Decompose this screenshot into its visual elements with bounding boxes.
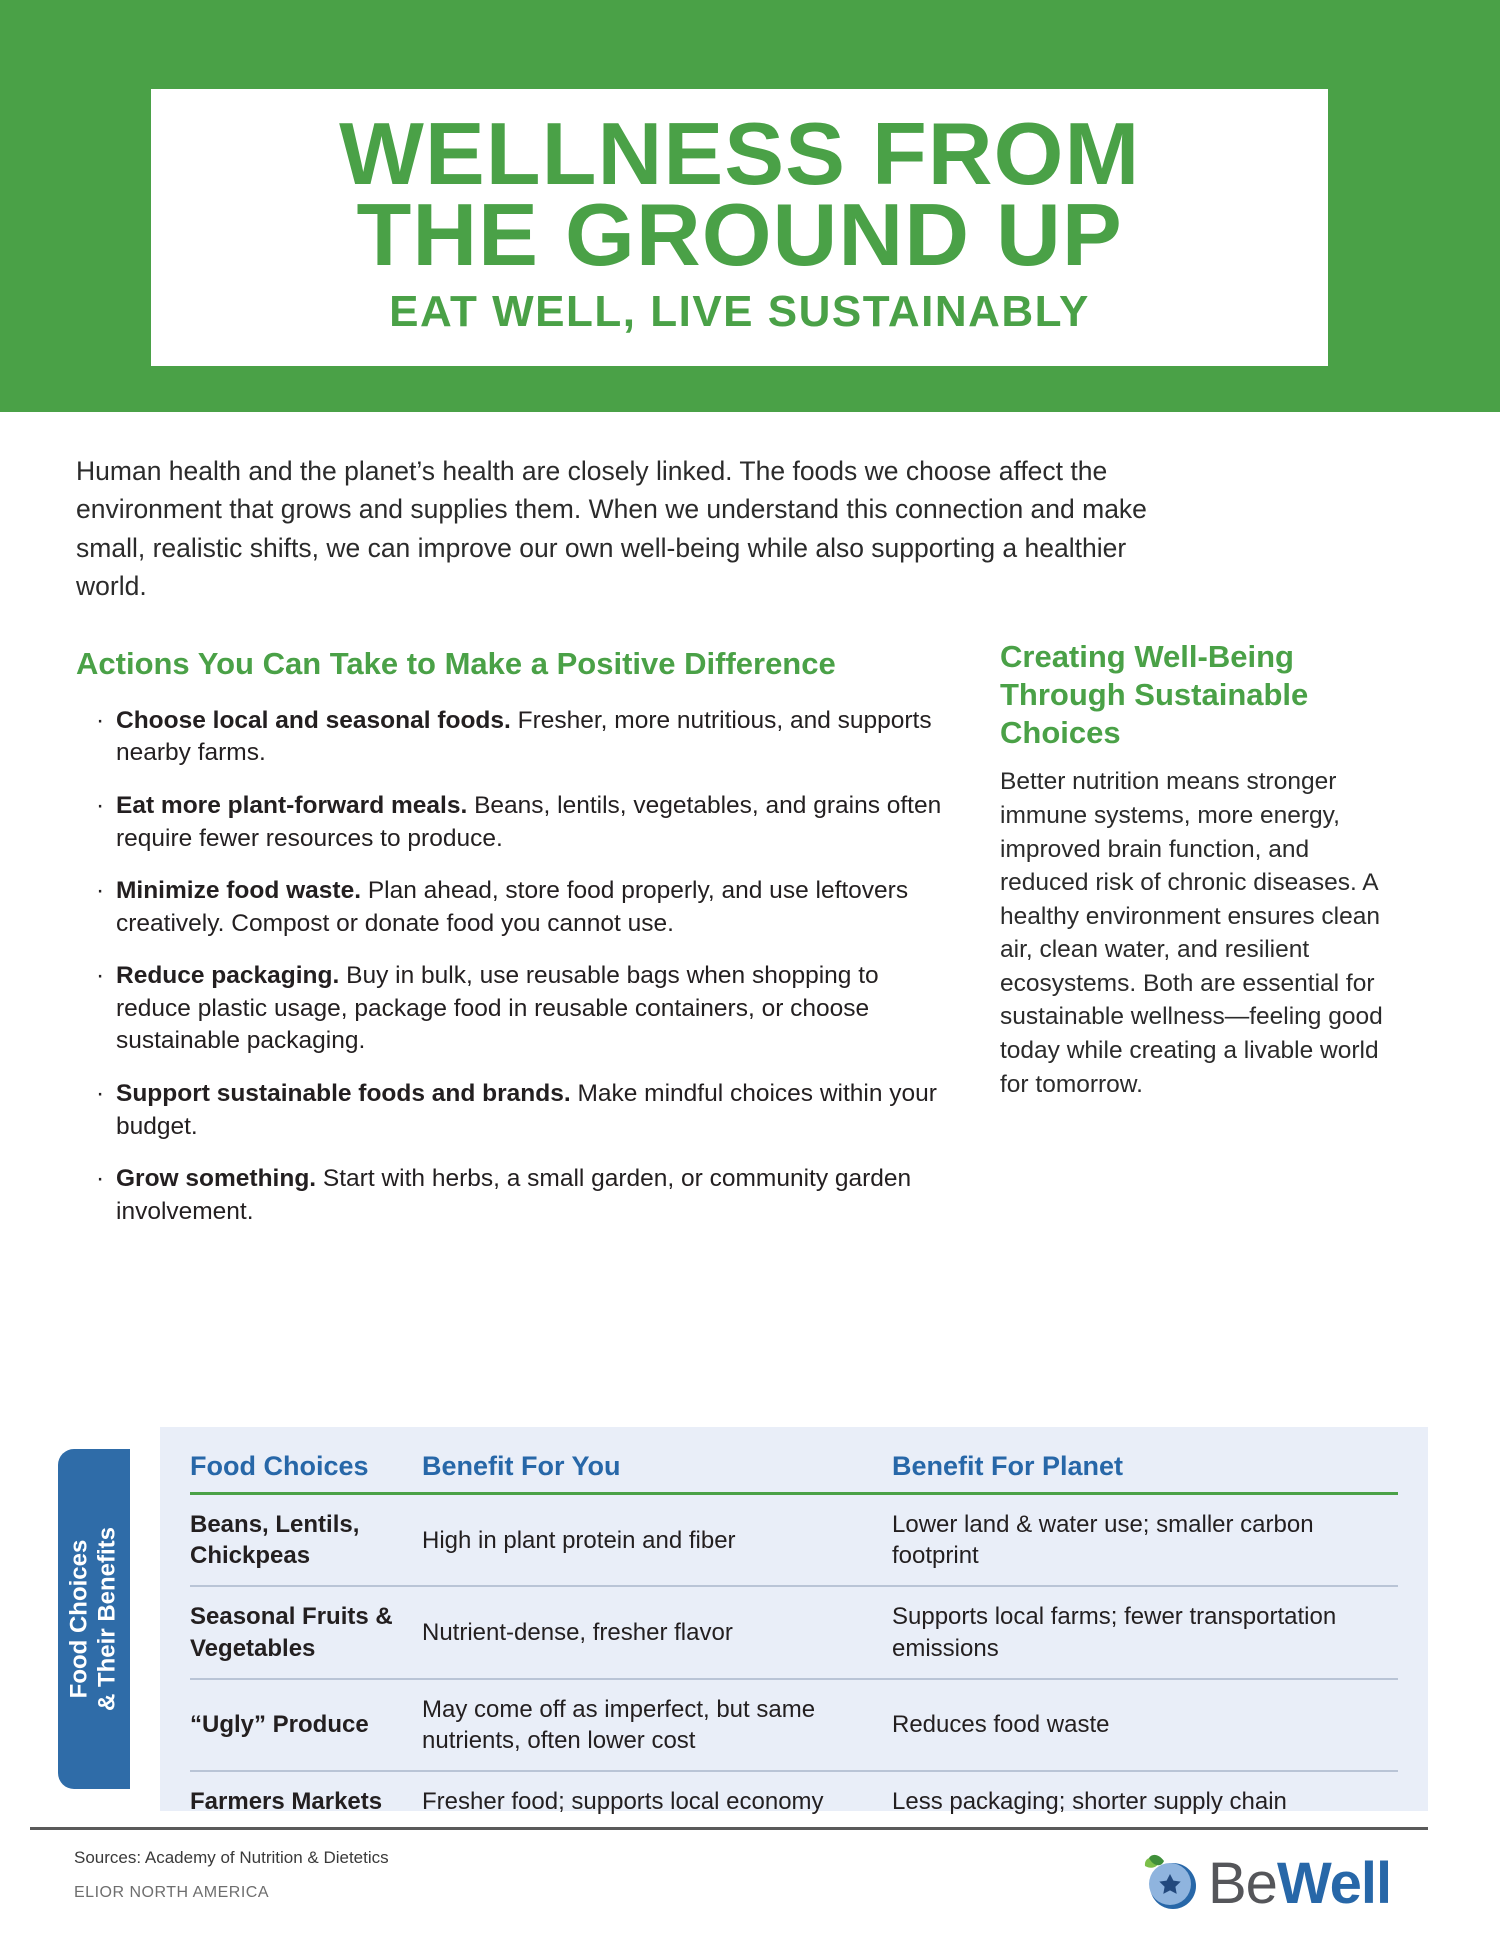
list-item-body: Fresher, more nutritious, and supports nearby farms. bbox=[116, 706, 932, 767]
list-item-body: Beans, lentils, vegetables, and grains often require fewer resources to produce. bbox=[116, 791, 942, 852]
table-side-tab-label bbox=[66, 1527, 123, 1711]
cell-benefit-planet: Supports local farms; fewer transportation emissions bbox=[892, 1586, 1398, 1678]
title-line-1: WELLNESS FROM bbox=[338, 103, 1141, 203]
list-item bbox=[76, 1163, 956, 1228]
bullet-icon: · bbox=[96, 1165, 105, 1193]
table-side-tab bbox=[58, 1449, 130, 1789]
bullet-icon: · bbox=[96, 791, 105, 819]
blueberry-icon bbox=[1140, 1853, 1206, 1915]
list-item-body: Make mindful choices within your budget. bbox=[116, 1080, 937, 1140]
benefits-table-panel bbox=[160, 1427, 1428, 1816]
logo-be-text: Be bbox=[1208, 1851, 1277, 1916]
cell-benefit-you: High in plant protein and fiber bbox=[422, 1494, 892, 1587]
side-tab-line-2: & Their Benefits bbox=[94, 1526, 121, 1712]
actions-heading: Actions You Can Take to Make a Positive Difference bbox=[76, 646, 836, 681]
cell-benefit-planet: Reduces food waste bbox=[892, 1679, 1398, 1771]
list-item bbox=[76, 1078, 956, 1143]
cell-food-choice: Farmers Markets bbox=[190, 1788, 383, 1816]
bullet-icon: · bbox=[96, 962, 105, 990]
table-head bbox=[190, 1451, 1398, 1494]
bullet-icon: · bbox=[96, 1080, 105, 1108]
cell-food-choice: Beans, Lentils, Chickpeas bbox=[190, 1494, 422, 1587]
list-item-title: Choose local and seasonal foods. bbox=[116, 706, 511, 734]
cell-benefit-planet: Less packaging; shorter supply chain bbox=[892, 1788, 1287, 1816]
company-name: ELIOR NORTH AMERICA bbox=[74, 1884, 270, 1901]
list-item-title: Reduce packaging. bbox=[116, 962, 340, 990]
list-item bbox=[76, 960, 956, 1058]
wellbeing-heading: Creating Well-Being Through Sustainable Choices bbox=[1000, 639, 1309, 750]
title-card bbox=[151, 89, 1328, 366]
list-item bbox=[76, 875, 956, 940]
list-item-title: Support sustainable foods and brands. bbox=[116, 1080, 571, 1108]
table-body bbox=[190, 1494, 1398, 1832]
table-row bbox=[190, 1494, 1398, 1587]
list-item-title: Grow something. bbox=[116, 1165, 317, 1193]
wellbeing-body: Better nutrition means stronger immune systems, more energy, improved brain function, and reduced risk of chronic diseases. A healthy environment ensures clean air, clean water, and resilient ecosystems. Both are essential for sustainable wellness—feeling good today while creating a livable world for tomorrow. bbox=[1000, 768, 1383, 1098]
list-item-body: Buy in bulk, use reusable bags when shopping to reduce plastic usage, package food in reusable containers, or choose sustainable packaging. bbox=[116, 962, 879, 1055]
list-item bbox=[76, 790, 956, 855]
intro-paragraph: Human health and the planet’s health are closely linked. The foods we choose affect the environment that grows and supplies them. When we understand this connection and make small, realistic shifts, we can improve our own well-being while also supporting a healthier world. bbox=[76, 456, 1147, 602]
logo-wordmark bbox=[1208, 1851, 1392, 1916]
list-item bbox=[76, 705, 956, 770]
bewell-logo bbox=[1140, 1849, 1391, 1919]
column-header-food-choices: Food Choices bbox=[190, 1451, 369, 1481]
bullet-icon: · bbox=[96, 877, 105, 905]
table-row bbox=[190, 1586, 1398, 1678]
table-row bbox=[190, 1771, 1398, 1831]
cell-benefit-planet: Lower land & water use; smaller carbon footprint bbox=[892, 1494, 1398, 1587]
sources-note: Sources: Academy of Nutrition & Dietetics bbox=[74, 1848, 389, 1867]
header-banner bbox=[0, 0, 1500, 412]
column-header-benefit-for-planet: Benefit For Planet bbox=[892, 1451, 1124, 1481]
bullet-icon: · bbox=[96, 706, 105, 734]
table-row bbox=[190, 1679, 1398, 1771]
subtitle: EAT WELL, LIVE SUSTAINABLY bbox=[389, 287, 1090, 337]
actions-list bbox=[76, 705, 956, 1229]
cell-benefit-you: May come off as imperfect, but same nutrients, often lower cost bbox=[422, 1679, 892, 1771]
list-item-body: Plan ahead, store food properly, and use leftovers creatively. Compost or donate food you cannot use. bbox=[116, 877, 909, 937]
column-header-benefit-for-you: Benefit For You bbox=[422, 1451, 621, 1481]
cell-benefit-you: Nutrient-dense, fresher flavor bbox=[422, 1586, 892, 1678]
list-item-title: Minimize food waste. bbox=[116, 877, 362, 905]
logo-well-text: Well bbox=[1276, 1851, 1392, 1916]
footer-divider bbox=[30, 1827, 1428, 1830]
table-header-row bbox=[190, 1451, 1398, 1494]
cell-benefit-you: Fresher food; supports local economy bbox=[422, 1788, 824, 1816]
cell-food-choice: Seasonal Fruits & Vegetables bbox=[190, 1586, 422, 1678]
list-item-body: Start with herbs, a small garden, or community garden involvement. bbox=[116, 1165, 912, 1225]
list-item-title: Eat more plant-forward meals. bbox=[116, 791, 468, 819]
title-line-2: THE GROUND UP bbox=[356, 184, 1123, 284]
side-tab-line-1: Food Choices bbox=[65, 1539, 93, 1699]
benefits-table bbox=[190, 1451, 1398, 1831]
cell-food-choice: “Ugly” Produce bbox=[190, 1679, 422, 1771]
wellbeing-section bbox=[1000, 638, 1400, 1101]
actions-section bbox=[76, 645, 956, 1248]
